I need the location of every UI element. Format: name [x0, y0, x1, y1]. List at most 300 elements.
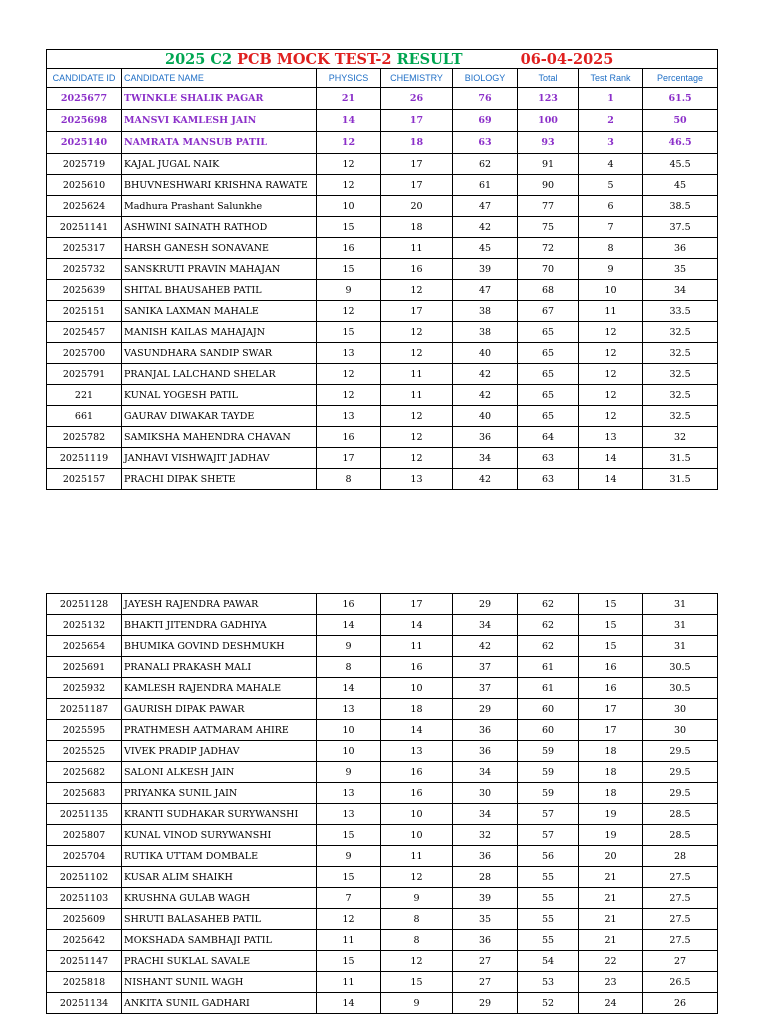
cell-percentage: 30.5 — [643, 657, 718, 678]
cell-candidate-name: JAYESH RAJENDRA PAWAR — [122, 594, 317, 615]
cell-physics: 10 — [317, 741, 381, 762]
cell-biology: 29 — [453, 993, 518, 1014]
cell-percentage: 32 — [643, 427, 718, 448]
cell-physics: 16 — [317, 427, 381, 448]
table-row — [47, 196, 718, 217]
cell-total: 65 — [518, 406, 579, 427]
title-row — [47, 50, 718, 69]
cell-chemistry: 13 — [381, 741, 453, 762]
cell-physics: 13 — [317, 804, 381, 825]
table-row — [47, 280, 718, 301]
cell-total: 65 — [518, 364, 579, 385]
cell-physics: 12 — [317, 301, 381, 322]
table-row — [47, 930, 718, 951]
table-row — [47, 972, 718, 993]
cell-physics: 21 — [317, 88, 381, 110]
cell-biology: 34 — [453, 615, 518, 636]
cell-biology: 34 — [453, 762, 518, 783]
cell-physics: 15 — [317, 825, 381, 846]
cell-biology: 36 — [453, 427, 518, 448]
cell-physics: 15 — [317, 217, 381, 238]
cell-physics: 7 — [317, 888, 381, 909]
cell-chemistry: 18 — [381, 132, 453, 154]
cell-candidate-id: 2025677 — [47, 88, 122, 110]
cell-test-rank: 11 — [579, 301, 643, 322]
cell-percentage: 27.5 — [643, 909, 718, 930]
cell-biology: 47 — [453, 280, 518, 301]
table-row — [47, 238, 718, 259]
cell-test-rank: 24 — [579, 993, 643, 1014]
cell-biology: 38 — [453, 322, 518, 343]
cell-candidate-name: KAJAL JUGAL NAIK — [122, 154, 317, 175]
cell-total: 62 — [518, 594, 579, 615]
table-row — [47, 741, 718, 762]
cell-candidate-id: 2025525 — [47, 741, 122, 762]
cell-chemistry: 9 — [381, 888, 453, 909]
cell-total: 59 — [518, 762, 579, 783]
table-row — [47, 154, 718, 175]
cell-candidate-name: VASUNDHARA SANDIP SWAR — [122, 343, 317, 364]
cell-candidate-id: 20251102 — [47, 867, 122, 888]
cell-candidate-id: 20251141 — [47, 217, 122, 238]
table-row — [47, 846, 718, 867]
cell-test-rank: 9 — [579, 259, 643, 280]
cell-test-rank: 19 — [579, 804, 643, 825]
cell-candidate-name: GAURAV DIWAKAR TAYDE — [122, 406, 317, 427]
cell-candidate-name: RUTIKA UTTAM DOMBALE — [122, 846, 317, 867]
cell-biology: 39 — [453, 888, 518, 909]
cell-biology: 32 — [453, 825, 518, 846]
table-row — [47, 720, 718, 741]
cell-percentage: 32.5 — [643, 406, 718, 427]
cell-biology: 36 — [453, 720, 518, 741]
cell-chemistry: 17 — [381, 301, 453, 322]
cell-biology: 36 — [453, 930, 518, 951]
cell-physics: 14 — [317, 615, 381, 636]
cell-candidate-name: ASHWINI SAINATH RATHOD — [122, 217, 317, 238]
table-row — [47, 762, 718, 783]
title-part-test: PCB MOCK TEST-2 — [237, 50, 397, 68]
table-row — [47, 343, 718, 364]
cell-total: 59 — [518, 783, 579, 804]
cell-total: 72 — [518, 238, 579, 259]
cell-physics: 9 — [317, 636, 381, 657]
cell-physics: 8 — [317, 657, 381, 678]
cell-test-rank: 12 — [579, 406, 643, 427]
cell-total: 62 — [518, 615, 579, 636]
cell-percentage: 32.5 — [643, 322, 718, 343]
cell-candidate-id: 2025457 — [47, 322, 122, 343]
cell-percentage: 45.5 — [643, 154, 718, 175]
cell-candidate-name: Madhura Prashant Salunkhe — [122, 196, 317, 217]
cell-physics: 15 — [317, 322, 381, 343]
cell-total: 123 — [518, 88, 579, 110]
cell-total: 68 — [518, 280, 579, 301]
cell-total: 65 — [518, 343, 579, 364]
cell-percentage: 31 — [643, 615, 718, 636]
cell-total: 61 — [518, 678, 579, 699]
result-table-page-1 — [46, 49, 718, 490]
cell-total: 52 — [518, 993, 579, 1014]
cell-candidate-id: 20251128 — [47, 594, 122, 615]
cell-biology: 69 — [453, 110, 518, 132]
cell-test-rank: 20 — [579, 846, 643, 867]
cell-percentage: 30.5 — [643, 678, 718, 699]
cell-test-rank: 19 — [579, 825, 643, 846]
cell-candidate-id: 20251103 — [47, 888, 122, 909]
cell-physics: 12 — [317, 154, 381, 175]
cell-biology: 36 — [453, 846, 518, 867]
cell-chemistry: 14 — [381, 615, 453, 636]
cell-total: 55 — [518, 867, 579, 888]
cell-physics: 10 — [317, 196, 381, 217]
cell-biology: 34 — [453, 804, 518, 825]
cell-chemistry: 10 — [381, 678, 453, 699]
table-row — [47, 867, 718, 888]
cell-total: 55 — [518, 930, 579, 951]
cell-candidate-name: KRANTI SUDHAKAR SURYWANSHI — [122, 804, 317, 825]
cell-physics: 9 — [317, 280, 381, 301]
cell-candidate-name: PRIYANKA SUNIL JAIN — [122, 783, 317, 804]
cell-physics: 12 — [317, 909, 381, 930]
cell-test-rank: 21 — [579, 888, 643, 909]
cell-physics: 13 — [317, 783, 381, 804]
cell-total: 60 — [518, 699, 579, 720]
cell-percentage: 28.5 — [643, 804, 718, 825]
table-row — [47, 364, 718, 385]
cell-candidate-id: 2025595 — [47, 720, 122, 741]
cell-candidate-name: MANSVI KAMLESH JAIN — [122, 110, 317, 132]
cell-chemistry: 16 — [381, 657, 453, 678]
cell-candidate-name: PRANALI PRAKASH MALI — [122, 657, 317, 678]
cell-physics: 16 — [317, 238, 381, 259]
cell-chemistry: 12 — [381, 867, 453, 888]
cell-candidate-name: SANIKA LAXMAN MAHALE — [122, 301, 317, 322]
cell-total: 62 — [518, 636, 579, 657]
cell-candidate-id: 2025624 — [47, 196, 122, 217]
cell-total: 63 — [518, 469, 579, 490]
cell-candidate-id: 20251135 — [47, 804, 122, 825]
cell-candidate-name: KAMLESH RAJENDRA MAHALE — [122, 678, 317, 699]
cell-chemistry: 14 — [381, 720, 453, 741]
header-percentage: Percentage — [643, 69, 718, 88]
table-row — [47, 427, 718, 448]
cell-total: 65 — [518, 322, 579, 343]
cell-candidate-name: VIVEK PRADIP JADHAV — [122, 741, 317, 762]
cell-chemistry: 13 — [381, 469, 453, 490]
cell-physics: 16 — [317, 594, 381, 615]
cell-percentage: 28.5 — [643, 825, 718, 846]
cell-biology: 39 — [453, 259, 518, 280]
cell-biology: 40 — [453, 343, 518, 364]
cell-physics: 11 — [317, 930, 381, 951]
cell-candidate-id: 2025691 — [47, 657, 122, 678]
cell-candidate-id: 2025157 — [47, 469, 122, 490]
cell-percentage: 46.5 — [643, 132, 718, 154]
cell-candidate-name: KUNAL VINOD SURYWANSHI — [122, 825, 317, 846]
cell-percentage: 37.5 — [643, 217, 718, 238]
cell-candidate-name: PRATHMESH AATMARAM AHIRE — [122, 720, 317, 741]
header-total: Total — [518, 69, 579, 88]
cell-biology: 76 — [453, 88, 518, 110]
cell-total: 53 — [518, 972, 579, 993]
cell-chemistry: 10 — [381, 804, 453, 825]
cell-chemistry: 12 — [381, 343, 453, 364]
cell-chemistry: 12 — [381, 448, 453, 469]
cell-percentage: 29.5 — [643, 741, 718, 762]
cell-total: 77 — [518, 196, 579, 217]
cell-chemistry: 16 — [381, 259, 453, 280]
header-chemistry: CHEMISTRY — [381, 69, 453, 88]
cell-test-rank: 21 — [579, 867, 643, 888]
title-part-year: 2025 C2 — [165, 50, 238, 68]
cell-biology: 40 — [453, 406, 518, 427]
cell-physics: 14 — [317, 678, 381, 699]
cell-physics: 15 — [317, 951, 381, 972]
cell-biology: 28 — [453, 867, 518, 888]
cell-percentage: 36 — [643, 238, 718, 259]
table-row — [47, 804, 718, 825]
cell-total: 64 — [518, 427, 579, 448]
cell-chemistry: 20 — [381, 196, 453, 217]
cell-percentage: 32.5 — [643, 385, 718, 406]
cell-biology: 34 — [453, 448, 518, 469]
cell-candidate-name: KUSAR ALIM SHAIKH — [122, 867, 317, 888]
cell-percentage: 31 — [643, 636, 718, 657]
cell-candidate-id: 2025791 — [47, 364, 122, 385]
cell-chemistry: 26 — [381, 88, 453, 110]
cell-total: 75 — [518, 217, 579, 238]
cell-chemistry: 10 — [381, 825, 453, 846]
result-table-page-2 — [46, 593, 718, 1014]
table-row — [47, 909, 718, 930]
cell-candidate-id: 2025317 — [47, 238, 122, 259]
cell-total: 59 — [518, 741, 579, 762]
cell-percentage: 29.5 — [643, 762, 718, 783]
cell-candidate-id: 20251187 — [47, 699, 122, 720]
cell-test-rank: 10 — [579, 280, 643, 301]
table-row — [47, 322, 718, 343]
cell-candidate-id: 20251119 — [47, 448, 122, 469]
cell-biology: 42 — [453, 636, 518, 657]
cell-candidate-id: 2025704 — [47, 846, 122, 867]
column-header-row — [47, 69, 718, 88]
cell-test-rank: 12 — [579, 364, 643, 385]
cell-test-rank: 22 — [579, 951, 643, 972]
cell-biology: 42 — [453, 385, 518, 406]
page-title — [47, 50, 718, 69]
header-candidate-id: CANDIDATE ID — [47, 69, 122, 88]
cell-percentage: 30 — [643, 699, 718, 720]
cell-candidate-id: 2025719 — [47, 154, 122, 175]
cell-physics: 9 — [317, 762, 381, 783]
cell-candidate-id: 2025610 — [47, 175, 122, 196]
cell-physics: 9 — [317, 846, 381, 867]
cell-percentage: 28 — [643, 846, 718, 867]
title-date: 06-04-2025 — [520, 50, 614, 68]
cell-physics: 13 — [317, 343, 381, 364]
cell-physics: 8 — [317, 469, 381, 490]
cell-chemistry: 11 — [381, 385, 453, 406]
table-row — [47, 951, 718, 972]
cell-chemistry: 12 — [381, 322, 453, 343]
cell-physics: 15 — [317, 259, 381, 280]
cell-candidate-id: 2025700 — [47, 343, 122, 364]
cell-total: 93 — [518, 132, 579, 154]
cell-percentage: 32.5 — [643, 343, 718, 364]
cell-candidate-id: 2025932 — [47, 678, 122, 699]
cell-test-rank: 23 — [579, 972, 643, 993]
cell-candidate-name: PRACHI SUKLAL SAVALE — [122, 951, 317, 972]
table-row — [47, 594, 718, 615]
header-test-rank: Test Rank — [579, 69, 643, 88]
cell-percentage: 27.5 — [643, 888, 718, 909]
cell-chemistry: 18 — [381, 699, 453, 720]
table-row — [47, 406, 718, 427]
cell-total: 63 — [518, 448, 579, 469]
cell-physics: 14 — [317, 993, 381, 1014]
cell-percentage: 31.5 — [643, 448, 718, 469]
cell-chemistry: 9 — [381, 993, 453, 1014]
table-row — [47, 993, 718, 1014]
cell-test-rank: 6 — [579, 196, 643, 217]
cell-physics: 12 — [317, 175, 381, 196]
cell-biology: 63 — [453, 132, 518, 154]
cell-test-rank: 16 — [579, 678, 643, 699]
cell-physics: 17 — [317, 448, 381, 469]
cell-total: 56 — [518, 846, 579, 867]
cell-physics: 14 — [317, 110, 381, 132]
cell-physics: 12 — [317, 385, 381, 406]
cell-biology: 35 — [453, 909, 518, 930]
cell-test-rank: 18 — [579, 783, 643, 804]
cell-total: 90 — [518, 175, 579, 196]
cell-candidate-name: SHRUTI BALASAHEB PATIL — [122, 909, 317, 930]
cell-test-rank: 13 — [579, 427, 643, 448]
cell-chemistry: 12 — [381, 280, 453, 301]
cell-biology: 27 — [453, 951, 518, 972]
cell-physics: 13 — [317, 406, 381, 427]
cell-chemistry: 12 — [381, 427, 453, 448]
cell-chemistry: 17 — [381, 110, 453, 132]
cell-candidate-id: 20251147 — [47, 951, 122, 972]
cell-total: 55 — [518, 888, 579, 909]
cell-test-rank: 15 — [579, 636, 643, 657]
cell-chemistry: 11 — [381, 238, 453, 259]
cell-test-rank: 21 — [579, 930, 643, 951]
cell-candidate-name: JANHAVI VISHWAJIT JADHAV — [122, 448, 317, 469]
cell-candidate-id: 2025807 — [47, 825, 122, 846]
cell-test-rank: 12 — [579, 322, 643, 343]
table-row — [47, 88, 718, 110]
cell-candidate-name: GAURISH DIPAK PAWAR — [122, 699, 317, 720]
cell-candidate-name: ANKITA SUNIL GADHARI — [122, 993, 317, 1014]
cell-biology: 37 — [453, 678, 518, 699]
cell-percentage: 34 — [643, 280, 718, 301]
cell-candidate-name: HARSH GANESH SONAVANE — [122, 238, 317, 259]
cell-test-rank: 4 — [579, 154, 643, 175]
cell-candidate-name: TWINKLE SHALIK PAGAR — [122, 88, 317, 110]
cell-candidate-id: 2025698 — [47, 110, 122, 132]
cell-candidate-id: 2025642 — [47, 930, 122, 951]
cell-candidate-name: SHITAL BHAUSAHEB PATIL — [122, 280, 317, 301]
title-part-result: RESULT — [396, 50, 463, 68]
cell-test-rank: 15 — [579, 594, 643, 615]
cell-physics: 11 — [317, 972, 381, 993]
cell-candidate-name: KUNAL YOGESH PATIL — [122, 385, 317, 406]
cell-percentage: 31.5 — [643, 469, 718, 490]
cell-test-rank: 14 — [579, 448, 643, 469]
cell-total: 55 — [518, 909, 579, 930]
table-row — [47, 699, 718, 720]
table-row — [47, 636, 718, 657]
cell-test-rank: 5 — [579, 175, 643, 196]
cell-chemistry: 17 — [381, 175, 453, 196]
cell-chemistry: 16 — [381, 783, 453, 804]
cell-candidate-id: 2025654 — [47, 636, 122, 657]
cell-percentage: 30 — [643, 720, 718, 741]
cell-biology: 36 — [453, 741, 518, 762]
cell-candidate-id: 2025639 — [47, 280, 122, 301]
table-row — [47, 657, 718, 678]
table-row — [47, 132, 718, 154]
cell-candidate-name: NISHANT SUNIL WAGH — [122, 972, 317, 993]
table-row — [47, 217, 718, 238]
cell-candidate-name: SAMIKSHA MAHENDRA CHAVAN — [122, 427, 317, 448]
cell-physics: 13 — [317, 699, 381, 720]
cell-total: 57 — [518, 825, 579, 846]
table-row — [47, 110, 718, 132]
table-row — [47, 385, 718, 406]
cell-percentage: 38.5 — [643, 196, 718, 217]
table-row — [47, 175, 718, 196]
cell-chemistry: 17 — [381, 154, 453, 175]
cell-candidate-id: 2025732 — [47, 259, 122, 280]
cell-biology: 61 — [453, 175, 518, 196]
cell-percentage: 26 — [643, 993, 718, 1014]
cell-biology: 42 — [453, 469, 518, 490]
cell-test-rank: 12 — [579, 343, 643, 364]
cell-candidate-name: PRACHI DIPAK SHETE — [122, 469, 317, 490]
cell-percentage: 50 — [643, 110, 718, 132]
cell-biology: 45 — [453, 238, 518, 259]
cell-candidate-id: 2025609 — [47, 909, 122, 930]
cell-test-rank: 17 — [579, 699, 643, 720]
cell-candidate-id: 2025782 — [47, 427, 122, 448]
table-row — [47, 783, 718, 804]
table-row — [47, 259, 718, 280]
cell-test-rank: 12 — [579, 385, 643, 406]
cell-percentage: 27.5 — [643, 867, 718, 888]
cell-biology: 27 — [453, 972, 518, 993]
cell-test-rank: 14 — [579, 469, 643, 490]
cell-percentage: 32.5 — [643, 364, 718, 385]
cell-chemistry: 11 — [381, 364, 453, 385]
cell-total: 54 — [518, 951, 579, 972]
cell-biology: 42 — [453, 364, 518, 385]
cell-candidate-name: BHUMIKA GOVIND DESHMUKH — [122, 636, 317, 657]
cell-percentage: 35 — [643, 259, 718, 280]
cell-biology: 62 — [453, 154, 518, 175]
table-row — [47, 615, 718, 636]
cell-biology: 37 — [453, 657, 518, 678]
cell-test-rank: 16 — [579, 657, 643, 678]
cell-percentage: 26.5 — [643, 972, 718, 993]
cell-candidate-id: 2025140 — [47, 132, 122, 154]
cell-total: 100 — [518, 110, 579, 132]
table-row — [47, 301, 718, 322]
cell-chemistry: 17 — [381, 594, 453, 615]
